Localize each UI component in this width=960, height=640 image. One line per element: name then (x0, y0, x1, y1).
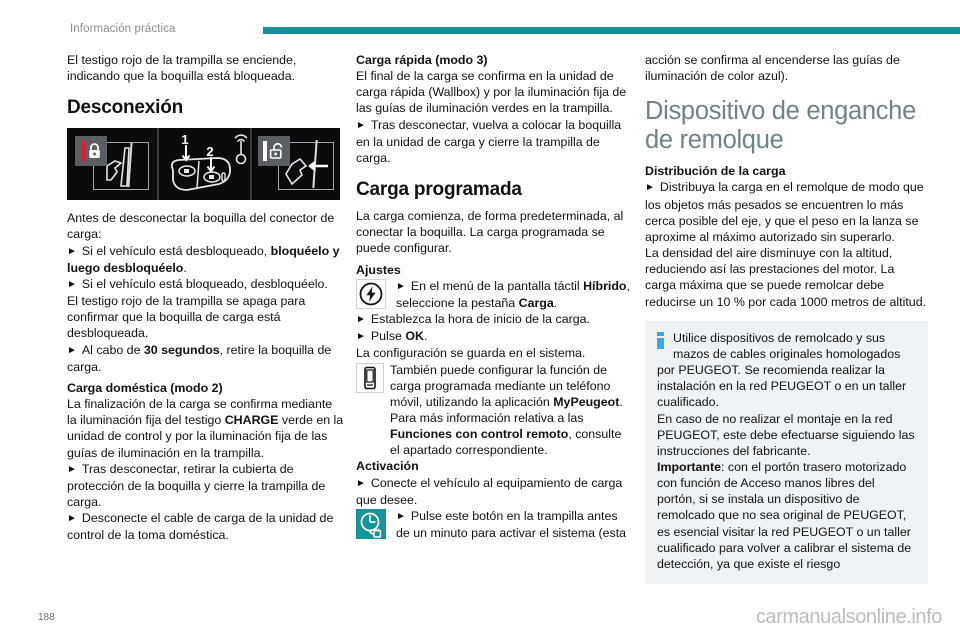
heading-desconexion: Desconexión (67, 97, 184, 119)
settings-bullet-press-ok-part-c: . (423, 329, 428, 344)
continuation-text: acción se confirma al encenderse las guías de iluminación de color azul). (645, 53, 900, 84)
heading-ajustes: Ajustes (356, 262, 401, 277)
bullet-30-seconds-part-c: , retire la boquilla de carga. (67, 342, 332, 374)
mode2-paragraph-part-c: verde en la unidad de control y por la iluminación fija de las guías de iluminación en la trampilla. (67, 413, 344, 460)
bullet-arrow-icon: ► (67, 463, 77, 475)
activation-bullet-press-button-text: Pulse este botón en la trampilla antes de un minuto para activar el sistema (esta (396, 508, 627, 541)
bullet-unlock-vehicle (67, 243, 344, 276)
heading-carga-rapida: Carga rápida (modo 3) (356, 53, 488, 67)
settings-bullet-start-time-text: Establezca la hora de inicio de la carga. (370, 312, 590, 327)
info-icon-stem (657, 338, 664, 349)
bullet-arrow-icon: ► (356, 314, 366, 326)
bullet-unlock-vehicle-part-c: . (183, 260, 187, 275)
heading-carga-programada: Carga programada (356, 179, 522, 201)
mode2-bullet-disconnect-cable (67, 510, 344, 543)
settings-bullet-start-time (356, 311, 633, 328)
note-important-label: Importante (657, 459, 722, 474)
mode2-paragraph-part-a: La finalización de la carga se confirma mediante la iluminación fija del testigo (67, 397, 333, 428)
page-number: 188 (38, 612, 55, 623)
note-important-text: : con el portón trasero motorizado con función de Acceso manos libres del portón, si se instala un dispositivo de remolcado que no sea original de PEUGEOT, es esencial visitar la red PEUGEOT o un taller cualificado para volver a calibrar el sistema de detección, ya que existe el riesgo (657, 459, 912, 571)
settings-saved-text: La configuración se guarda en el sistema. (356, 346, 586, 361)
bullet-arrow-icon: ► (67, 344, 77, 356)
activation-bullet-press-button (392, 508, 633, 541)
padlock-open-icon (269, 142, 284, 160)
info-icon (657, 332, 664, 349)
scheduled-paragraph: La carga comienza, de forma predeterminada, al conectar la boquilla. La carga programada se puede configurar. (356, 209, 624, 256)
mode3-bullet-replace-nozzle-text: Tras desconectar, vuelva a colocar la boquilla en la unidad de carga y cierre la trampilla de carga. (356, 117, 622, 165)
panel3-unlock-badge (258, 136, 290, 166)
settings-bullet-touchscreen-part-e: . (553, 295, 558, 310)
padlock-closed-icon (87, 142, 102, 160)
settings-bullet-press-ok-part-a: Pulse (370, 329, 406, 344)
panel1-lock-badge (75, 136, 107, 166)
note-paragraph-1: Utilice dispositivos de remolcado y sus mazos de cables originales homologados por PEUGEOT. Se recomienda realizar la instalación en la red PEUGEOT o en un taller cualificado. (657, 330, 907, 410)
bullet-arrow-icon: ► (67, 278, 77, 290)
panel1-red-indicator (81, 141, 85, 161)
bullet-arrow-icon: ► (396, 280, 406, 292)
figure-label-1: 1 (181, 132, 189, 148)
after-unlock-text: El testigo rojo de la trampilla se apaga para confirmar que la boquilla de carga está desbloqueada. (67, 294, 306, 341)
bullet-30-seconds-part-a: Al cabo de (81, 342, 144, 357)
mobile-app-part-a: También puede configurar la función de carga programada mediante un teléfono móvil, utilizando la aplicación (390, 362, 611, 409)
settings-bullet-touchscreen-part-a: En el menú de la pantalla táctil (410, 278, 584, 293)
bullet-locked-vehicle-text: Si el vehículo está bloqueado, desbloquéelo. (81, 276, 328, 291)
mode3-paragraph: El final de la carga se confirma en la unidad de carga rápida (Wallbox) y por la iluminación fija de las guías de iluminación verdes en la trampilla. (356, 69, 627, 116)
bullet-arrow-icon: ► (67, 513, 77, 525)
mode2-charge-indicator-label: CHARGE (224, 413, 279, 428)
bullet-locked-vehicle (67, 276, 344, 293)
hybrid-bolt-icon-box (356, 279, 386, 309)
clock-plug-icon (357, 510, 385, 538)
smartphone-icon (357, 364, 383, 392)
heading-activacion: Activación (356, 459, 419, 474)
mobile-app-paragraph (390, 362, 633, 459)
remote-functions-label: Funciones con control remoto (390, 427, 569, 442)
mode3-bullet-replace-nozzle (356, 117, 633, 166)
page-header (0, 0, 960, 46)
bullet-arrow-icon: ► (356, 119, 366, 131)
bullet-unlock-vehicle-part-b: bloquéelo y luego desbloquéelo (67, 243, 340, 275)
left-column (67, 52, 344, 543)
scheduled-charge-button-icon-box (356, 509, 386, 539)
load-distribution-bullet-text: Distribuya la carga en el remolque de modo que los objetos más pesados se encuentren lo más cerca posible del eje, y que el peso en la lanza se aproxime al máximo autorizado sin superarlo. (645, 180, 924, 244)
note-paragraph-2: En caso de no realizar el montaje en la red PEUGEOT, este debe efectuarse siguiendo las instrucciones del fabricante. (657, 411, 915, 458)
bullet-arrow-icon: ► (645, 182, 655, 194)
mobile-app-part-c: . Para más información relativa a las (390, 394, 623, 425)
settings-bullet-touchscreen (392, 278, 633, 311)
bullet-arrow-icon: ► (356, 331, 366, 343)
air-density-paragraph: La densidad del aire disminuye con la altitud, reduciendo así las prestaciones del motor. La carga máxima que se puede remolcar debe reducirse un 10 % por cada 1000 metros de altitud. (645, 246, 927, 309)
bullet-unlock-vehicle-part-a: Si el vehículo está desbloqueado, (81, 243, 271, 258)
settings-touchscreen-block (356, 278, 633, 311)
mode2-paragraph (67, 396, 344, 461)
mypeugeot-app-label: MyPeugeot (553, 394, 620, 409)
info-icon-dot (657, 332, 664, 336)
mode2-bullet-remove-cover-text: Tras desconectar, retirar la cubierta de protección de la boquilla y cierre la trampilla de carga. (67, 461, 326, 509)
bullet-arrow-icon: ► (396, 510, 406, 522)
load-distribution-bullet (645, 179, 928, 245)
heading-dispositivo-enganche: Dispositivo de enganche de remolque (645, 97, 916, 154)
bullet-arrow-icon: ► (356, 477, 366, 489)
middle-column (356, 52, 633, 541)
bullet-30-seconds (67, 342, 344, 375)
activation-bullet-connect-text: Conecte el vehículo al equipamiento de carga que desee. (356, 475, 623, 507)
right-column (645, 52, 928, 584)
before-disconnect-text: Antes de desconectar la boquilla del conector de carga: (67, 211, 335, 242)
intro-paragraph: El testigo rojo de la trampilla se enciende, indicando que la boquilla está bloqueada. (67, 53, 297, 84)
lightning-bolt-icon (357, 280, 385, 308)
settings-bullet-press-ok (356, 328, 633, 345)
ok-button-label: OK (405, 329, 424, 344)
figure-panel-key-fob (157, 128, 247, 200)
mobile-app-part-e: , consulte el apartado correspondiente. (390, 427, 622, 458)
mode2-bullet-disconnect-cable-text: Desconecte el cable de carga de la unidad de control de la toma doméstica. (67, 511, 334, 543)
header-rule (263, 27, 960, 34)
smartphone-icon-box (356, 363, 384, 393)
heading-carga-domestica: Carga doméstica (modo 2) (67, 380, 223, 395)
bullet-arrow-icon: ► (67, 245, 77, 257)
bullet-30-seconds-part-b: 30 segundos (143, 342, 220, 357)
info-note-box (645, 321, 928, 584)
settings-bullet-touchscreen-part-c: , seleccione la pestaña (396, 278, 630, 310)
note-paragraph-3 (657, 459, 916, 572)
mode2-bullet-remove-cover (67, 461, 344, 510)
header-title: Información práctica (70, 23, 176, 35)
mobile-app-block (356, 362, 633, 459)
figure-label-2: 2 (206, 144, 214, 160)
charging-flap-figure (67, 128, 340, 200)
heading-distribucion-carga: Distribución de la carga (645, 164, 786, 179)
settings-carga-tab-label: Carga (518, 295, 554, 310)
figure-panel-flap-unlocked (250, 128, 340, 200)
figure-panel-flap-locked (67, 128, 155, 200)
settings-hybrid-label: Híbrido (583, 278, 627, 293)
activation-button-block (356, 508, 633, 541)
panel3-white-indicator (263, 141, 267, 161)
key-fob-icon (159, 128, 247, 200)
watermark: carmanualsonline.info (755, 606, 942, 628)
activation-bullet-connect (356, 475, 633, 508)
